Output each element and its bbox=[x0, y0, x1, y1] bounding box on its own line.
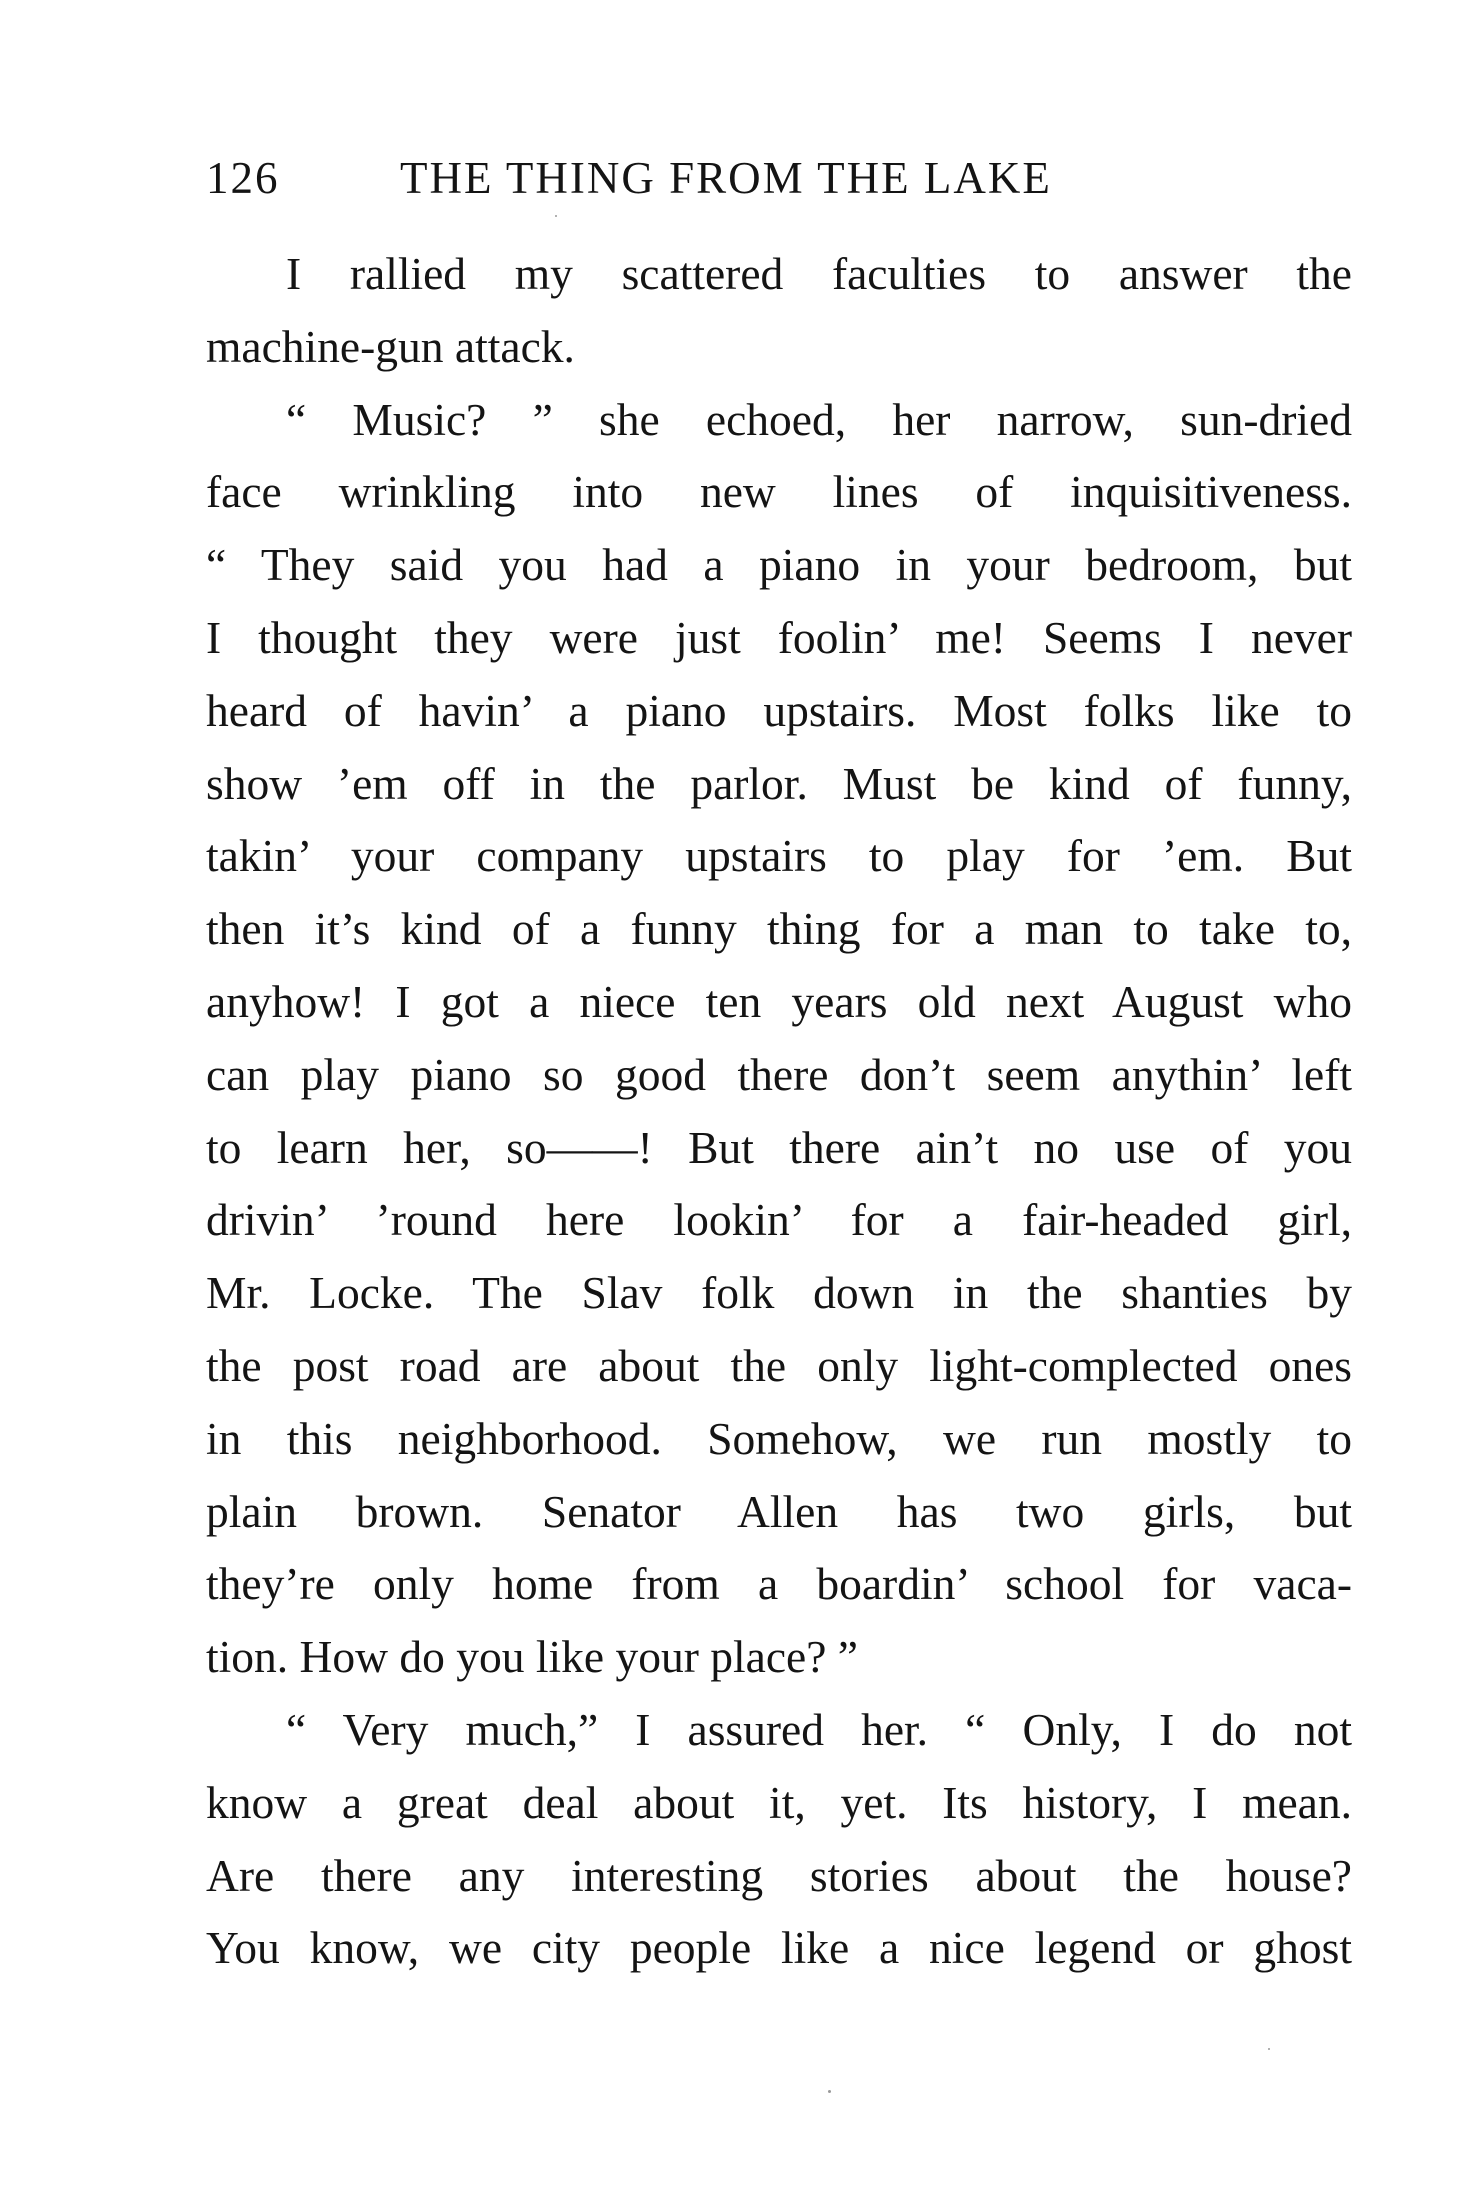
paper-speck bbox=[1268, 2048, 1270, 2050]
text-line: Mr. Locke. The Slav folk down in the shanties by bbox=[206, 1267, 1352, 1319]
text-line: “ Music? ” she echoed, her narrow, sun-dried bbox=[286, 393, 1352, 445]
text-line: I rallied my scattered faculties to answer the bbox=[286, 248, 1352, 299]
paper-speck bbox=[555, 215, 557, 217]
text-line: machine-gun attack. bbox=[206, 320, 575, 372]
paper-speck bbox=[828, 2090, 831, 2093]
running-head bbox=[206, 148, 1352, 208]
text-line: show ’em off in the parlor. Must be kind of funny, bbox=[206, 757, 1352, 809]
text-line: drivin’ ’round here lookin’ for a fair-headed girl, bbox=[206, 1194, 1352, 1246]
text-line: face wrinkling into new lines of inquisitiveness. bbox=[206, 466, 1352, 518]
text-line: Are there any interesting stories about the house? bbox=[206, 1849, 1352, 1901]
text-line: in this neighborhood. Somehow, we run mostly to bbox=[206, 1412, 1352, 1464]
text-line: plain brown. Senator Allen has two girls, but bbox=[206, 1485, 1352, 1537]
text-line: anyhow! I got a niece ten years old next August who bbox=[206, 975, 1352, 1027]
text-line: tion. How do you like your place? ” bbox=[206, 1631, 858, 1683]
text-line: they’re only home from a boardin’ school for vaca- bbox=[206, 1558, 1352, 1610]
text-line: can play piano so good there don’t seem anythin’ left bbox=[206, 1048, 1352, 1100]
text-line: You know, we city people like a nice legend or ghost bbox=[206, 1922, 1352, 1974]
text-line: then it’s kind of a funny thing for a man to take to, bbox=[206, 903, 1352, 955]
text-line: to learn her, so——! But there ain’t no use of you bbox=[206, 1121, 1352, 1173]
running-title: THE THING FROM THE LAKE bbox=[400, 153, 1052, 203]
text-line: the post road are about the only light-complected ones bbox=[206, 1339, 1352, 1391]
page-number: 126 bbox=[206, 153, 280, 203]
text-line: “ They said you had a piano in your bedroom, but bbox=[206, 539, 1352, 591]
text-line: I thought they were just foolin’ me! Seems I never bbox=[206, 611, 1352, 663]
body-text bbox=[206, 238, 1352, 1985]
text-line: know a great deal about it, yet. Its history, I mean. bbox=[206, 1776, 1352, 1828]
text-line: heard of havin’ a piano upstairs. Most folks like to bbox=[206, 684, 1352, 736]
text-line: takin’ your company upstairs to play for ’em. But bbox=[206, 830, 1352, 882]
text-line: “ Very much,” I assured her. “ Only, I do not bbox=[286, 1703, 1352, 1755]
